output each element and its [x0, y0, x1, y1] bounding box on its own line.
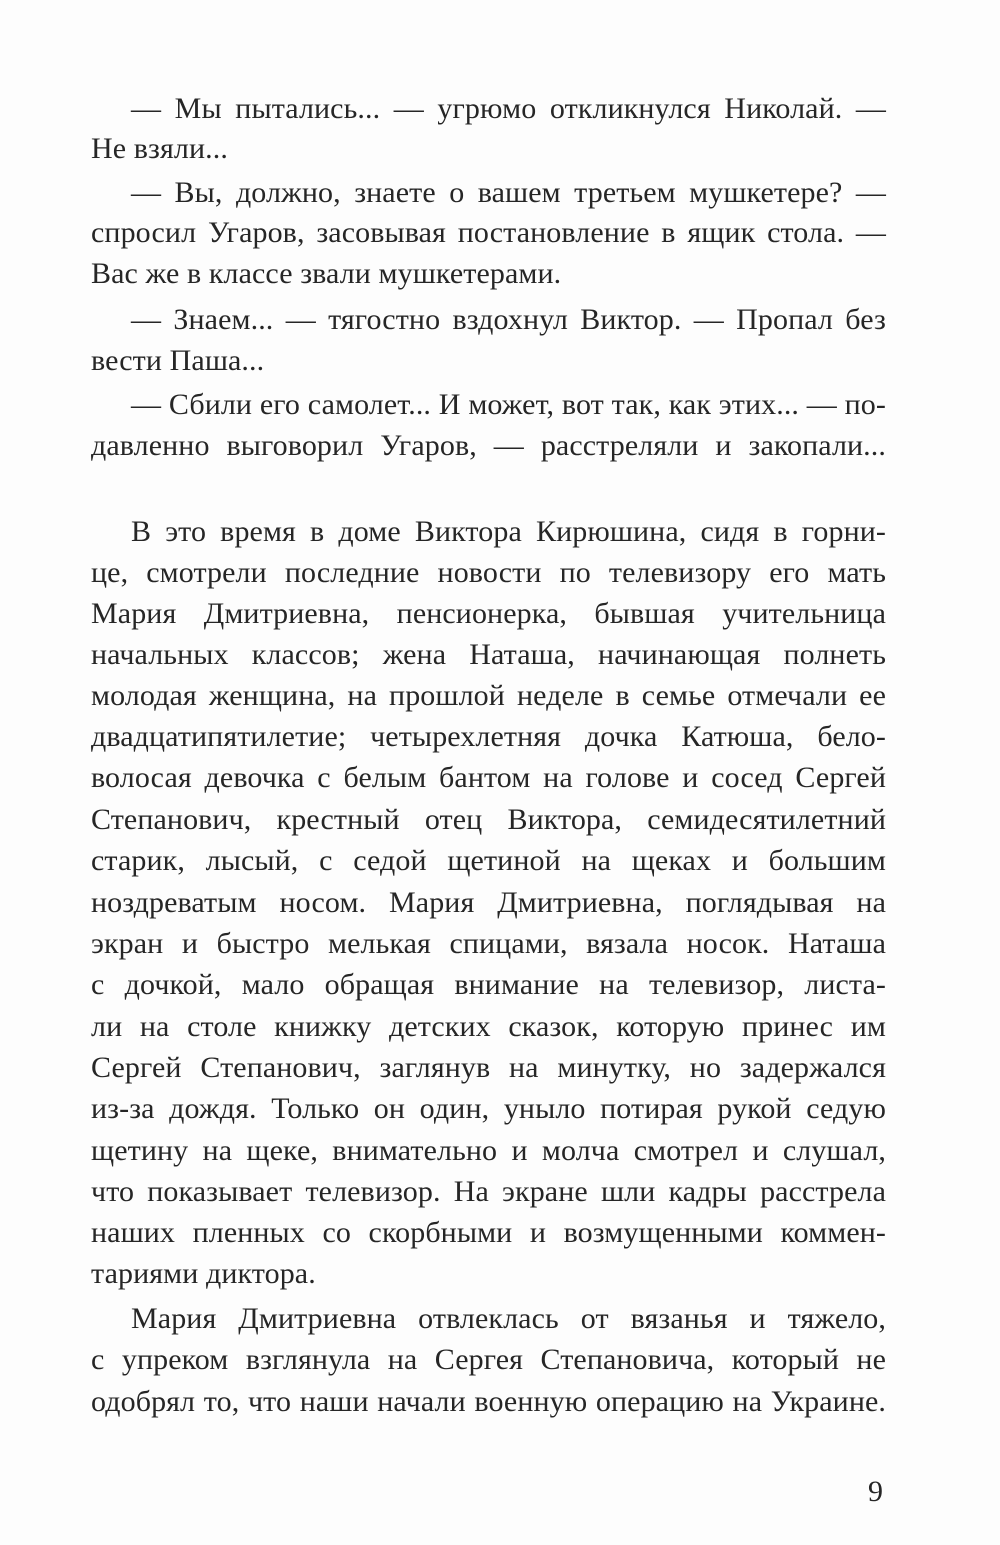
- text-line: Мария Дмитриевна, пенсионерка, бывшая учительница: [91, 597, 886, 630]
- text-line: из-за дождя. Только он один, уныло потирая рукой седую: [91, 1092, 886, 1125]
- text-line: наших пленных со скорбными и возмущенными коммен-: [91, 1216, 886, 1249]
- text-line: спросил Угаров, засовывая постановление в ящик стола. —: [91, 216, 886, 249]
- text-line: экран и быстро мелькая спицами, вязала носок. Наташа: [91, 927, 886, 960]
- text-line: двадцатипятилетие; четырехлетняя дочка Катюша, бело-: [91, 720, 886, 753]
- text-line: Вас же в классе звали мушкетерами.: [91, 257, 562, 290]
- text-line: давленно выговорил Угаров, — расстреляли и закопали...: [91, 429, 886, 462]
- text-line: щетину на щеке, внимательно и молча смотрел и слушал,: [91, 1134, 886, 1167]
- text-line: молодая женщина, на прошлой неделе в семье отмечали ее: [91, 679, 886, 712]
- text-line: ли на столе книжку детских сказок, которую принес им: [91, 1010, 886, 1043]
- text-line: це, смотрели последние новости по телевизору его мать: [91, 556, 886, 589]
- text-line: В это время в доме Виктора Кирюшина, сидя в горни-: [131, 515, 886, 548]
- text-line: Степанович, крестный отец Виктора, семидесятилетний: [91, 803, 886, 836]
- text-line: тариями диктора.: [91, 1257, 316, 1290]
- text-line: — Сбили его самолет... И может, вот так, как этих... — по-: [131, 388, 886, 421]
- text-line: — Мы пытались... — угрюмо откликнулся Николай. —: [131, 92, 886, 125]
- text-line: начальных классов; жена Наташа, начинающая полнеть: [91, 638, 886, 671]
- text-line: Сергей Степанович, заглянув на минутку, но задержался: [91, 1051, 886, 1084]
- text-line: — Знаем... — тягостно вздохнул Виктор. — Пропал без: [131, 303, 886, 336]
- page-number: 9: [868, 1475, 883, 1508]
- text-line: старик, лысый, с седой щетиной на щеках и большим: [91, 844, 886, 877]
- text-line: волосая девочка с белым бантом на голове и сосед Сергей: [91, 761, 886, 794]
- text-line: одобрял то, что наши начали военную операцию на Украине.: [91, 1385, 886, 1418]
- text-line: с дочкой, мало обращая внимание на телевизор, листа-: [91, 968, 886, 1001]
- text-line: Мария Дмитриевна отвлеклась от вязанья и тяжело,: [131, 1302, 886, 1335]
- text-line: — Вы, должно, знаете о вашем третьем мушкетере? —: [131, 176, 886, 209]
- text-line: вести Паша...: [91, 344, 265, 377]
- text-line: что показывает телевизор. На экране шли кадры расстрела: [91, 1175, 886, 1208]
- text-line: Не взяли...: [91, 132, 228, 165]
- text-line: с упреком взглянула на Сергея Степановича, который не: [91, 1343, 886, 1376]
- text-line: ноздреватым носом. Мария Дмитриевна, поглядывая на: [91, 886, 886, 919]
